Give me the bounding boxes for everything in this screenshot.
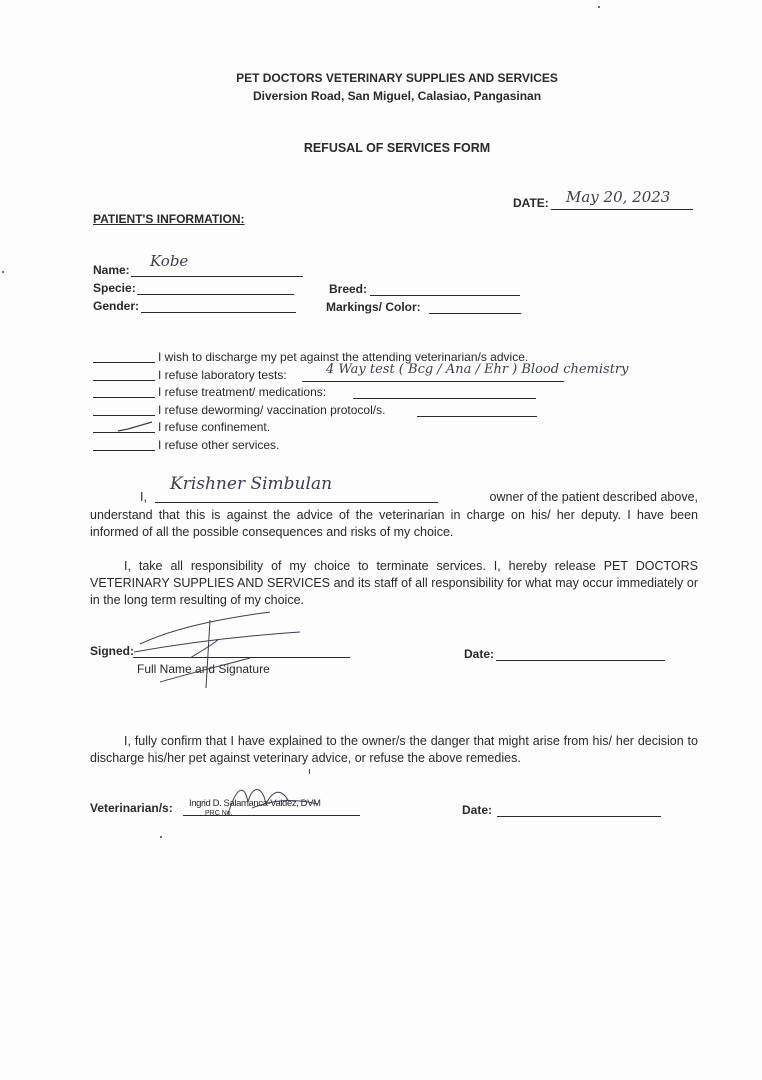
scan-speck: [598, 6, 600, 8]
option-text: I refuse laboratory tests:: [158, 368, 287, 382]
option-blank[interactable]: [93, 415, 155, 416]
owner-signature: [110, 600, 310, 690]
date-value: May 20, 2023: [566, 188, 671, 206]
markings-line: [429, 313, 521, 314]
vet-confirmation-paragraph: [90, 733, 698, 767]
signed-label: Signed:: [90, 644, 134, 658]
veterinarian-date-label: Date:: [462, 803, 493, 817]
deworming-line: [417, 416, 537, 417]
breed-line: [370, 295, 520, 296]
scan-speck: [2, 271, 4, 273]
signed-date-label: Date:: [464, 647, 495, 661]
scan-speck: [309, 769, 310, 774]
company-name: PET DOCTORS VETERINARY SUPPLIES AND SERVICES: [236, 71, 558, 85]
name-line: [131, 276, 303, 277]
vet-stamp-prc: PRC No.: [205, 810, 233, 817]
signed-caption: Full Name and Signature: [137, 662, 270, 676]
signed-date-line: [496, 660, 665, 661]
option-blank[interactable]: [93, 450, 155, 451]
gender-line: [141, 312, 296, 313]
veterinarian-label: Veterinarian/s:: [90, 801, 173, 815]
option-blank[interactable]: [93, 362, 155, 363]
patient-info-heading: PATIENT'S INFORMATION:: [93, 212, 245, 226]
option-text: I refuse deworming/ vaccination protocol/s.: [158, 403, 386, 417]
name-label: Name:: [93, 263, 130, 277]
vet-stamp-name: Ingrid D. Salamanca-Valdez, DVM: [189, 798, 321, 809]
scan-speck: [160, 836, 162, 838]
specie-label: Specie:: [93, 281, 136, 295]
breed-label: Breed:: [329, 282, 368, 296]
gender-label: Gender:: [93, 299, 140, 313]
owner-statement-after: owner of the patient described above,: [489, 490, 698, 504]
veterinarian-date-line: [497, 816, 661, 817]
form-title: REFUSAL OF SERVICES FORM: [303, 141, 491, 155]
owner-prefix: I,: [140, 490, 147, 504]
lab-tests-line: [302, 381, 564, 382]
patient-name-value: Kobe: [150, 252, 189, 270]
vet-signature: [222, 778, 342, 828]
option-text: I refuse other services.: [158, 438, 280, 452]
owner-name-value: Krishner Simbulan: [170, 474, 333, 494]
responsibility-text: I, take all responsibility of my choice to terminate services. I, hereby release PET DOCTORS VETERINARY SUPPLIES AND SERVICES and its staff of all responsibility for what may occur immediately or in the long term resulting of my choice.: [90, 559, 698, 607]
owner-name-line: [155, 502, 438, 503]
date-label: DATE:: [513, 196, 549, 210]
date-line: [551, 209, 693, 210]
option-blank[interactable]: [93, 397, 155, 398]
checkmark-icon: [116, 420, 156, 434]
lab-tests-value: 4 Way test ( Bcg / Ana / Ehr ) Blood chemistry: [326, 362, 629, 377]
markings-label: Markings/ Color:: [326, 300, 421, 314]
vet-confirmation-text: I, fully confirm that I have explained to the owner/s the danger that might arise from his/ her decision to discharge his/her pet against veterinary advice, or refuse the above remedies.: [90, 734, 698, 765]
medications-line: [353, 398, 536, 399]
specie-line: [137, 294, 294, 295]
option-blank[interactable]: [93, 380, 155, 381]
option-text: I refuse treatment/ medications:: [158, 385, 327, 399]
option-text: I refuse confinement.: [158, 420, 271, 434]
company-address: Diversion Road, San Miguel, Calasiao, Pangasinan: [252, 89, 542, 103]
owner-statement-continuation: understand that this is against the advice of the veterinarian in charge on his/ her deputy. I have been informed of all the possible consequences and risks of my choice.: [90, 508, 698, 539]
option-text: I wish to discharge my pet against the attending veterinarian/s advice.: [158, 350, 529, 364]
